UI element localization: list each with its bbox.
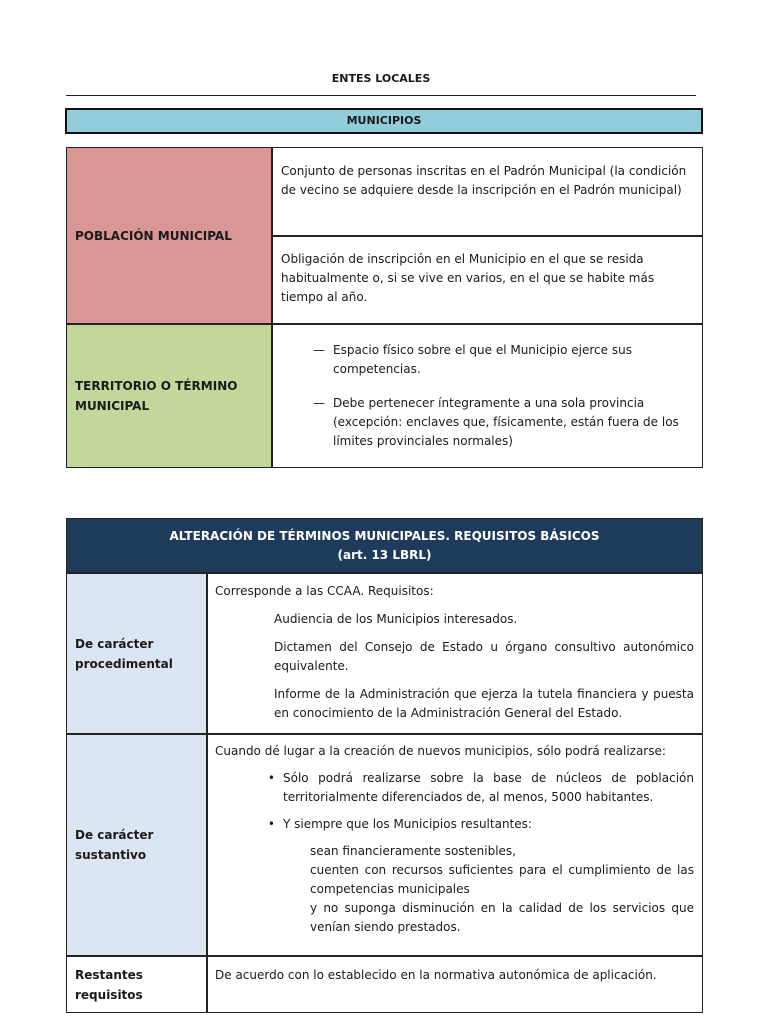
territorio-label: TERRITORIO O TÉRMINO MUNICIPAL bbox=[75, 379, 238, 413]
restantes-text: De acuerdo con lo establecido en la normativa autonómica de aplicación. bbox=[215, 968, 657, 982]
municipios-banner: MUNICIPIOS bbox=[65, 108, 703, 134]
alteracion-header bbox=[66, 518, 703, 573]
title-divider bbox=[66, 95, 696, 96]
sustantivo-subitem: cuenten con recursos suficientes para el cumplimiento de las competencias municipales bbox=[310, 863, 694, 896]
poblacion-obligation: Obligación de inscripción en el Municipio en el que se resida habitualmente o, si se vive en varios, en el que se habite más tiempo al año. bbox=[281, 252, 655, 304]
sustantivo-label-cell bbox=[66, 734, 207, 956]
poblacion-label: POBLACIÓN MUNICIPAL bbox=[75, 228, 232, 243]
sustantivo-content-cell bbox=[207, 734, 703, 956]
poblacion-definition-cell bbox=[272, 147, 703, 236]
sustantivo-subitem: sean financieramente sostenibles, bbox=[310, 844, 516, 858]
procedimental-label: De carácter procedimental bbox=[75, 636, 173, 671]
sustantivo-bullet-item bbox=[215, 815, 694, 834]
poblacion-label-cell bbox=[66, 147, 272, 324]
sustantivo-bullet-item bbox=[215, 769, 694, 807]
bullet-marker: • bbox=[267, 771, 275, 785]
territorio-label-cell bbox=[66, 324, 272, 468]
territorio-item-text: Debe pertenecer íntegramente a una sola provincia (excepción: enclaves que, físicamente, están fuera de los límites provinciales normales) bbox=[333, 396, 679, 448]
sustantivo-subitem: y no suponga disminución en la calidad de los servicios que venían siendo prestados. bbox=[310, 901, 694, 934]
page-title: ENTES LOCALES bbox=[331, 72, 431, 85]
procedimental-label-cell bbox=[66, 573, 207, 734]
territorio-item-text: Espacio físico sobre el que el Municipio ejerce sus competencias. bbox=[333, 343, 632, 376]
restantes-label-cell bbox=[66, 956, 207, 1013]
territorio-item bbox=[281, 394, 694, 451]
dash-marker: — bbox=[313, 343, 325, 357]
restantes-label: Restantes requisitos bbox=[75, 967, 143, 1002]
sustantivo-bullet-text: Y siempre que los Municipios resultantes: bbox=[283, 817, 532, 831]
procedimental-requirement: Informe de la Administración que ejerza la tutela financiera y puesta en conocimiento de la Administración General del Estado. bbox=[274, 687, 694, 720]
territorio-content-cell bbox=[272, 324, 703, 468]
dash-marker: — bbox=[313, 396, 325, 410]
procedimental-content-cell bbox=[207, 573, 703, 734]
sustantivo-intro: Cuando dé lugar a la creación de nuevos municipios, sólo podrá realizarse: bbox=[215, 744, 666, 758]
poblacion-obligation-cell bbox=[272, 236, 703, 324]
poblacion-definition: Conjunto de personas inscritas en el Padrón Municipal (la condición de vecino se adquiere desde la inscripción en el Padrón municipal) bbox=[281, 164, 687, 197]
restantes-content-cell bbox=[207, 956, 703, 1013]
territorio-item bbox=[281, 341, 694, 379]
sustantivo-bullet-text: Sólo podrá realizarse sobre la base de núcleos de población territorialmente diferenciados de, al menos, 5000 habitantes. bbox=[283, 771, 694, 804]
procedimental-requirement: Audiencia de los Municipios interesados. bbox=[274, 612, 518, 626]
alteracion-header-title: ALTERACIÓN DE TÉRMINOS MUNICIPALES. REQUISITOS BÁSICOS bbox=[169, 529, 600, 543]
procedimental-intro: Corresponde a las CCAA. Requisitos: bbox=[215, 584, 434, 598]
bullet-marker: • bbox=[267, 817, 275, 831]
alteracion-header-reference: (art. 13 LBRL) bbox=[337, 548, 432, 562]
procedimental-requirement: Dictamen del Consejo de Estado u órgano consultivo autonómico equivalente. bbox=[274, 640, 694, 673]
sustantivo-label: De carácter sustantivo bbox=[75, 828, 154, 862]
